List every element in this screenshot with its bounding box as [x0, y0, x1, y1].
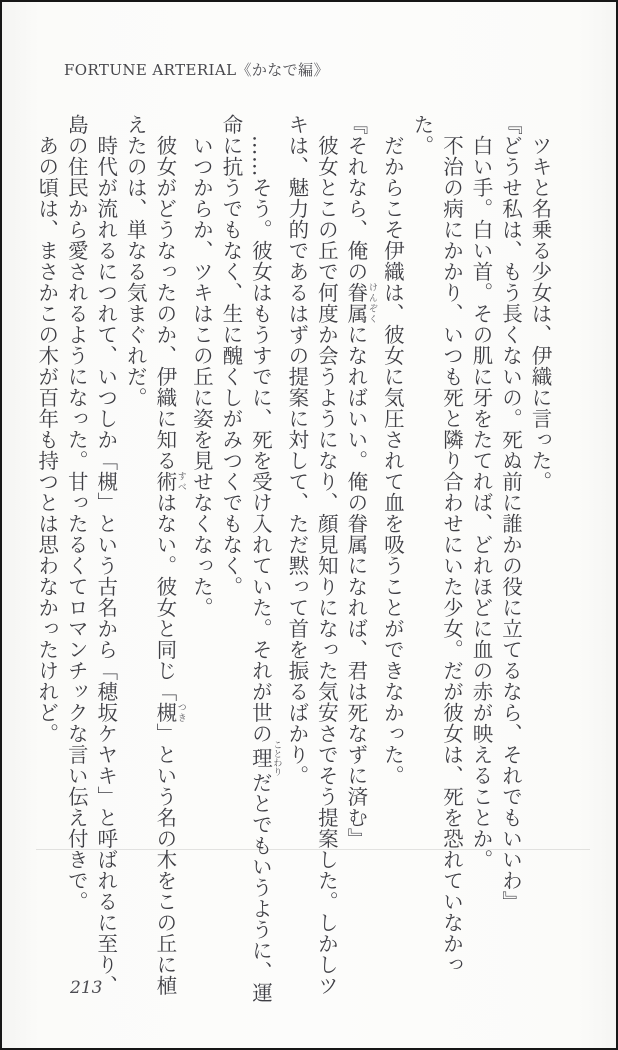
scan-artifact-line	[36, 849, 590, 850]
paragraph: 『どうせ私は、もう長くないの。死ぬ前に誰かの役に立てるなら、それでもいいわ』	[498, 114, 523, 912]
page-number: 213	[70, 978, 103, 998]
paragraph: ……そう。彼女はもうすでに、死を受け入れていた。それが世の理 ことわりだとでもいうように、運命に抗うでもなく、生に醜くしがみつくでもなく。	[218, 114, 282, 1003]
paragraph: 彼女とこの丘で何度か会うようになり、顔見知りになった気安さでそう提案した。しかしツキは、魅力的であるはずの提案に対して、ただ黙って首を振るばかり。	[284, 114, 339, 996]
text-body	[31, 114, 554, 1006]
paragraph: いつからか、ツキはこの丘に姿を見せなくなった。	[189, 134, 214, 618]
paragraph: ツキと名乗る少女は、伊織に言った。	[528, 134, 552, 492]
paragraph: あの頃は、まさかこの木が百年も持つとは思わなかったけれど。	[34, 134, 59, 744]
paragraph: 『それなら、俺の眷属 けんぞくになればいい。俺の眷属になれば、君は死なずに済む』	[343, 114, 377, 849]
running-header: FORTUNE ARTERIAL《かなで編》	[64, 61, 329, 79]
furigana-annotation: 術 すべ	[152, 470, 186, 492]
furigana-annotation: 理 ことわり	[248, 739, 282, 776]
paragraph: だからこそ伊織は、彼女に気圧されて血を吸うことができなかった。	[380, 134, 405, 786]
paragraph: 白い手。白い首。その肌に牙をたてれば、どれほどに血の赤が映えることか。	[468, 134, 493, 870]
furigana-annotation: 槻 つき	[152, 701, 186, 723]
paragraph: 不治の病にかかり、いつも死と隣り合わせにいた少女。だが彼女は、死を恐れていなかった。	[409, 114, 464, 975]
paragraph: 時代が流れるにつれて、いつしか「槻」という古名から「穂坂ケヤキ」と呼ばれるに至り、島の住民から愛されるようになった。甘ったるくてロマンチックな言い伝え付きで。	[64, 114, 118, 996]
paragraph: 彼女がどうなったのか、伊織に知る術 すべはない。彼女と同じ「槻 つき」という名の木をこの丘に植えたのは、単なる気まぐれだ。	[123, 114, 186, 996]
furigana-annotation: 眷属 けんぞく	[343, 282, 377, 324]
